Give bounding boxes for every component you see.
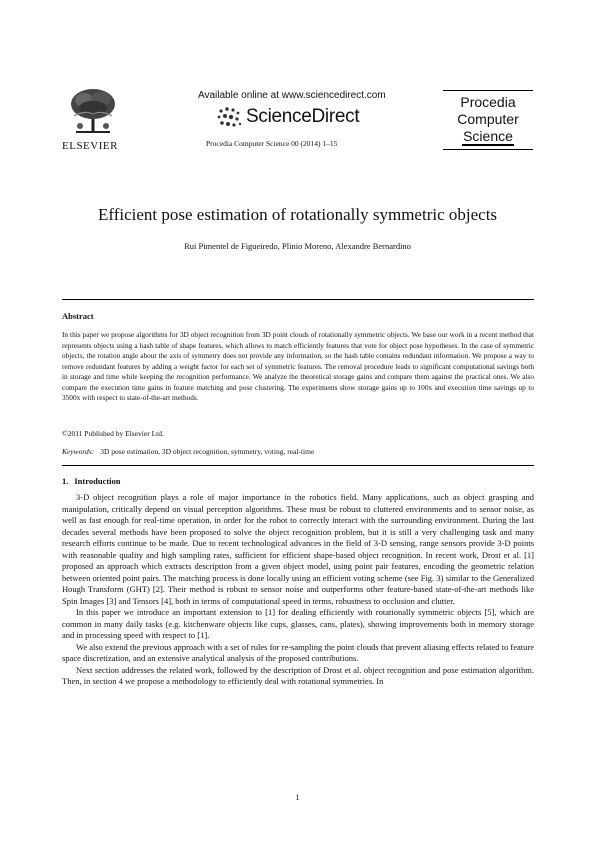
section-body — [62, 492, 534, 688]
body-paragraph: Next section addresses the related work, followed by the description of Drost et al. object recognition and pose estimation algorithm. Then, in section 4 we propose a methodology to efficiently deal with rotational symmetries. In — [62, 664, 534, 686]
journal-title-line: Computer — [457, 111, 519, 127]
keywords — [62, 447, 314, 456]
abstract-text: In this paper we propose algorithms for 3D object recognition from 3D point clouds of rotationally symmetric objects. We base our work in a recent method that represents objects using a hash table of shape features, which allows to match efficiently features that vote for object pose hypotheses. In the case of symmetric objects, the rotation angle about the axis of symmetry does not provide any information, so the hash table contains redundant information. We propose a way to remove redundant features by adding a weight factor for each set of symmetric features. The removal procedure leads to significant computational savings both in storage and time while keeping the recognition performance. We analyze the theoretical storage gains and compare them against the practical ones. We also compare the execution time gains in feature matching and pose clustering. The experiments show storage gains up to 100x and execution time savings up to 3500x with respect to state-of-the-art methods. — [62, 330, 534, 402]
elsevier-wordmark: ELSEVIER — [62, 140, 118, 152]
sciencedirect-logo — [215, 104, 359, 130]
body-paragraph: In this paper we introduce an important extension to [1] for dealing efficiently with rotationally symmetric objects [5], which are common in many daily tasks (e.g. kitchenware objects like cups, glasses, cans, plates), showing improvements both in memory storage and in processing speed with respect to [1]. — [62, 607, 534, 640]
body-paragraph: 3-D object recognition plays a role of major importance in the robotics field. Many applications, such as object grasping and manipulation, critically depend on visual perception algorithms. These must be robust to cluttered environments and to sensor noise, as well as fast enough for real-time operation, in order for the robot to correctly interact with the surrounding environment. During the last decades several methods have been proposed to solve the object recognition problem, but it is still a very challenging task and many research efforts continue to be made. Due to recent technological advances in the field of 3-D sensing, range sensors provide 3-D points with reasonable quality and high sampling rates, sufficient for efficient shape-based object recognition. In recent work, Drost et al. [1] proposed an approach which extracts description from a given object model, using point pair features, encoding the geometric relation between oriented point pairs. The matching process is done locally using an efficient voting scheme (see Fig. 3) similar to the Generalized Hough Transform (GHT) [2]. Their method is robust to sensor noise and outperforms other feature-based state-of-the-art methods like Spin Images [3] and Tensors [4], both in terms of computational speed in terms, robustness to occlusion and clutter. — [62, 492, 534, 606]
divider — [62, 465, 534, 466]
journal-title-line: Procedia — [460, 94, 516, 110]
divider — [62, 299, 534, 300]
copyright-notice: ©2011 Published by Elsevier Ltd. — [62, 429, 164, 438]
keywords-text: 3D pose estimation, 3D object recognition, symmetry, voting, real-time — [100, 447, 315, 456]
sciencedirect-wordmark: ScienceDirect — [246, 106, 360, 127]
abstract-heading: Abstract — [62, 311, 94, 321]
journal-reference: Procedia Computer Science 00 (2014) 1–15 — [206, 139, 338, 148]
paper-authors: Rui Pimentel de Figueiredo, Plinio Moreno, Alexandre Bernardino — [184, 241, 411, 251]
keywords-label: Keywords: — [62, 447, 95, 456]
body-paragraph: We also extend the previous approach with a set of rules for re-sampling the point clouds that prevent aliasing effects related to feature space discretization, and an extensive analytical analysis of the proposed contributions. — [62, 641, 534, 663]
section-heading — [62, 476, 121, 486]
available-online-text: Available online at www.sciencedirect.com — [198, 90, 386, 101]
journal-title-box — [443, 90, 533, 150]
section-title: Introduction — [74, 476, 121, 486]
section-number: 1. — [62, 476, 69, 486]
elsevier-logo — [62, 86, 124, 150]
page-number: 1 — [295, 792, 300, 802]
sciencedirect-mark-icon — [215, 105, 243, 129]
journal-title-line: Science — [463, 128, 513, 144]
paper-title: Efficient pose estimation of rotationally symmetric objects — [97, 205, 498, 224]
elsevier-tree-icon — [66, 86, 120, 134]
